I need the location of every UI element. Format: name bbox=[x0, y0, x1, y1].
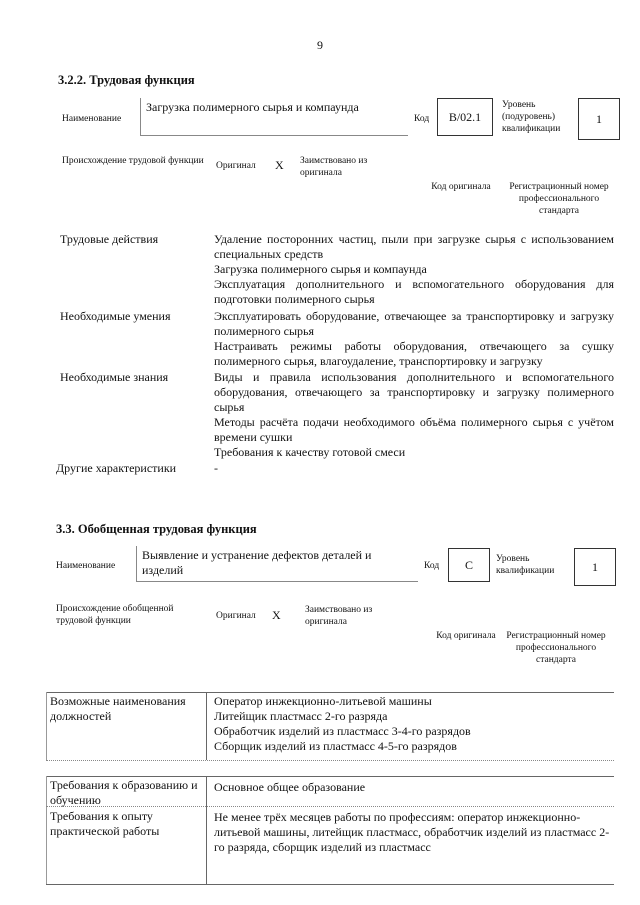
list-item: Требования к качеству готовой смеси bbox=[214, 445, 406, 459]
table-divider bbox=[206, 692, 207, 760]
experience-value: Не менее трёх месяцев работы по профессиям: оператор инжекционно-литьевой машины, литейщик пластмасс, обработчик изделий из пластмасс 2-го разряда, сборщик изделий из пластмасс bbox=[214, 810, 610, 854]
education-label: Требования к образованию и обучению bbox=[50, 778, 198, 807]
level-label: Уровень (подуровень) квалификации bbox=[502, 100, 561, 134]
original-mark: X bbox=[272, 608, 281, 622]
section-heading: 3.3. Обобщенная трудовая функция bbox=[56, 522, 257, 536]
list-item: Удаление посторонних частиц, пыли при загрузке сырья с использованием специальных средств bbox=[214, 232, 614, 261]
row-label-actions: Трудовые действия bbox=[60, 232, 159, 246]
table-border bbox=[46, 692, 47, 760]
original-mark: X bbox=[275, 158, 284, 172]
list-item: Обработчик изделий из пластмасс 3-4-го разрядов bbox=[214, 724, 471, 738]
origin-label: Происхождение обобщенной трудовой функции bbox=[56, 604, 174, 626]
table-border bbox=[46, 776, 614, 777]
reg-number-label: Регистрационный номер профессионального стандарта bbox=[509, 182, 609, 216]
original-label: Оригинал bbox=[216, 161, 256, 171]
function-name-value: Выявление и устранение дефектов деталей и изделий bbox=[142, 548, 372, 577]
list-item: Виды и правила использования дополнительного и вспомогательного оборудования, отвечающего за транспортировку и загрузку полимерного сырья bbox=[214, 370, 614, 414]
row-label-other: Другие характеристики bbox=[56, 461, 177, 475]
borrowed-label: Заимствовано из оригинала bbox=[300, 156, 368, 178]
function-name-value: Загрузка полимерного сырья и компаунда bbox=[146, 100, 359, 114]
table-border bbox=[46, 760, 614, 761]
level-value: 1 bbox=[596, 112, 602, 126]
row-other-content: - bbox=[214, 461, 218, 475]
name-label: Наименование bbox=[56, 561, 116, 571]
code-label: Код bbox=[414, 114, 430, 124]
code-value: B/02.1 bbox=[448, 110, 482, 124]
row-actions-content bbox=[214, 232, 614, 307]
code-original-label: Код оригинала bbox=[436, 631, 496, 641]
code-value: C bbox=[464, 558, 473, 572]
list-item: Эксплуатация дополнительного и вспомогательного оборудования для подготовки полимерного сырья bbox=[214, 277, 614, 306]
education-value: Основное общее образование bbox=[214, 780, 366, 794]
list-item: Оператор инжекционно-литьевой машины bbox=[214, 694, 432, 708]
level-field bbox=[578, 98, 620, 140]
reg-number-label: Регистрационный номер профессионального стандарта bbox=[506, 631, 606, 665]
origin-label: Происхождение трудовой функции bbox=[62, 156, 204, 166]
function-name-field bbox=[136, 546, 418, 582]
original-label: Оригинал bbox=[216, 611, 256, 621]
code-label: Код bbox=[424, 561, 440, 571]
name-label: Наименование bbox=[62, 114, 122, 124]
row-knowledge-content bbox=[214, 370, 614, 460]
table-border bbox=[46, 776, 47, 884]
level-label: Уровень квалификации bbox=[496, 554, 555, 576]
level-value: 1 bbox=[592, 560, 598, 574]
experience-label: Требования к опыту практической работы bbox=[50, 809, 160, 838]
section-heading: 3.2.2. Трудовая функция bbox=[58, 73, 195, 87]
level-field bbox=[574, 548, 616, 586]
table-border bbox=[46, 884, 614, 885]
row-label-knowledge: Необходимые знания bbox=[60, 370, 169, 384]
table-divider bbox=[206, 776, 207, 884]
function-name-field bbox=[140, 98, 408, 136]
positions-label: Возможные наименования должностей bbox=[50, 694, 186, 723]
list-item: Методы расчёта подачи необходимого объёма полимерного сырья с учётом времени сушки bbox=[214, 415, 614, 444]
list-item: Загрузка полимерного сырья и компаунда bbox=[214, 262, 427, 276]
list-item: Сборщик изделий из пластмасс 4-5-го разрядов bbox=[214, 739, 457, 753]
code-original-label: Код оригинала bbox=[431, 182, 491, 192]
page-number: 9 bbox=[317, 38, 323, 52]
borrowed-label: Заимствовано из оригинала bbox=[305, 605, 373, 627]
list-item: Настраивать режимы работы оборудования, отвечающего за сушку полимерного сырья, влагоудаление, транспортировку и загрузку bbox=[214, 339, 614, 368]
row-label-skills: Необходимые умения bbox=[60, 309, 171, 323]
table-border bbox=[46, 692, 614, 693]
positions-content bbox=[214, 694, 614, 754]
list-item: Эксплуатировать оборудование, отвечающее за транспортировку и загрузку полимерного сырья bbox=[214, 309, 614, 338]
code-field bbox=[448, 548, 490, 582]
row-skills-content bbox=[214, 309, 614, 369]
list-item: Литейщик пластмасс 2-го разряда bbox=[214, 709, 388, 723]
code-field bbox=[437, 98, 493, 136]
